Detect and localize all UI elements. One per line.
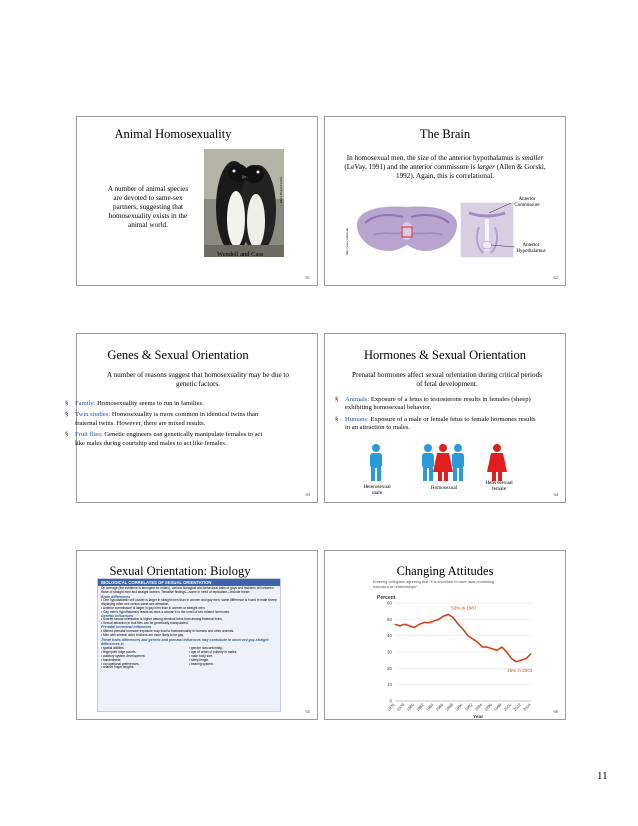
box-title: BIOLOGICAL CORRELATES OF SEXUAL ORIENTATION: [98, 579, 280, 586]
data-point: [487, 647, 488, 648]
slide-intro: Prenatal hormones affect sexual orientation during critical periods of fetal development.: [351, 371, 543, 388]
slide-number: 61: [305, 275, 310, 280]
data-point: [419, 624, 420, 625]
label-anterior-commissure: Anterior Commissure: [514, 197, 540, 208]
x-tick-label: 1982: [415, 702, 425, 713]
bullet-list: [65, 400, 273, 451]
text-em-smaller: smaller: [521, 154, 544, 162]
slide-title: The Brain: [419, 127, 471, 141]
figure-homo-female: [433, 444, 453, 481]
y-tick-label: 20: [386, 665, 392, 671]
bullet-twins: § Twin studies: Homosexuality is more common in identical twins than fraternal twins. However, there are mixed results.: [65, 411, 259, 427]
slide-number: 65: [305, 709, 310, 714]
section-brain: Brain differences • One hypothalamic cell cluster is larger in straight men than in women and gay men; same difference is found in male sheep displaying other-sex versus same-sex attraction. • Anterior commissure is larger in gay men than in women or straight men. • Gay men's hypothalamus reacts as does a woman's to the smell of sex-related hormones.: [101, 594, 277, 614]
text-mid: (LeVay, 1991) and the anterior commissure is: [344, 163, 478, 171]
slide-title: Animal Homosexuality: [114, 127, 232, 141]
slide-orientation-biology: [76, 550, 318, 720]
bullet-list: [335, 396, 541, 436]
text-post: (Allen & Gorski, 1992). Again, this is correlational.: [395, 163, 546, 180]
x-tick-label: 1978: [395, 702, 406, 713]
section-prenatal: Prenatal hormonal influences • Altered prenatal hormone exposure may lead to homosexuality in humans and other animals. • Men with several older brothers are more likely to be gay.: [101, 624, 235, 637]
bullet-family: § Family: Homosexuality seems to run in families.: [65, 400, 204, 407]
x-tick-label: 1988: [444, 702, 454, 713]
y-tick-label: 40: [386, 633, 392, 639]
x-tick-label: 2002: [512, 702, 522, 713]
y-axis-label: Percent: [377, 595, 396, 601]
label-het-male: Heterosexual male: [363, 484, 391, 496]
x-tick-label: 1986: [434, 702, 445, 713]
data-point: [433, 620, 434, 621]
data-point: [467, 635, 468, 636]
data-point: [399, 625, 400, 626]
series-line: [395, 614, 531, 661]
attitudes-line-chart: [325, 551, 565, 719]
slide-hormones-orientation: [324, 333, 566, 503]
x-tick-label: 1984: [424, 702, 435, 713]
data-point: [531, 653, 532, 654]
photo-credit: Marc Brasz/Corbis: [279, 176, 283, 203]
figure-het-female: [487, 444, 507, 481]
data-point: [453, 617, 454, 618]
data-point: [492, 648, 493, 649]
data-point: [472, 638, 473, 639]
slide-text: A number of animal species are devoted to same-sex partners, suggesting that homosexuality exists in the animal world.: [107, 185, 189, 229]
slide-title: Changing Attitudes: [396, 564, 494, 578]
data-point: [497, 650, 498, 651]
label-homosexual: Homosexual: [430, 485, 458, 491]
annotation-low: 25% in 2002: [507, 668, 533, 674]
x-tick-label: 1994: [473, 702, 484, 713]
x-tick-label: 1976: [385, 702, 396, 713]
slide-animal-homosexuality: [76, 116, 318, 286]
slide-number: 64: [553, 492, 558, 497]
data-point: [501, 647, 502, 648]
traits-heading: These traits differences and genetic and prenatal influences may contribute to observed gay-straight differences in: [101, 638, 269, 647]
x-tick-label: 1980: [405, 702, 416, 713]
y-tick-label: 0: [389, 698, 392, 704]
data-point: [443, 616, 444, 617]
penguin-photo: [204, 149, 284, 257]
data-point: [429, 622, 430, 623]
y-tick-label: 10: [386, 682, 392, 688]
data-point: [395, 624, 396, 625]
traits-columns: • spatial abilities. • fingerprint ridge counts. • auditory system development. • handedness. • occupational preferences. • relative finger lengths. • gender nonconformity. • age of onset of puberty in males. • male body size. • sleep length. • hearing system.: [101, 646, 238, 670]
page-number: 11: [597, 770, 608, 782]
figure-homo-male-2: [452, 444, 464, 481]
slide-number: 63: [305, 492, 310, 497]
slide-changing-attitudes: [324, 550, 566, 720]
data-point: [521, 660, 522, 661]
data-point: [409, 625, 410, 626]
label-het-female: Heterosexual female: [485, 480, 513, 492]
slide-number: 62: [553, 275, 558, 280]
biological-correlates-box: [97, 578, 281, 712]
x-tick-label: 1992: [463, 702, 474, 713]
annotation-peak: 53% in 1987: [451, 605, 477, 611]
text-pre: In homosexual men, the size of the anterior hypothalamus is: [346, 154, 522, 162]
chart-caption: Entering collegians agreeing that "it is important to have laws prohibiting homosexual relationships": [373, 580, 495, 589]
data-point: [404, 624, 405, 625]
slide-title: Hormones & Sexual Orientation: [363, 348, 527, 362]
data-point: [458, 624, 459, 625]
x-tick-label: 2004: [521, 702, 532, 713]
data-point: [448, 614, 449, 615]
data-point: [526, 658, 527, 659]
x-tick-label: 1990: [453, 702, 464, 713]
brain-credit: http://www.mind.edu: [345, 227, 349, 255]
slide-number: 66: [553, 709, 558, 714]
data-point: [414, 627, 415, 628]
x-tick-label: 2000: [502, 702, 513, 713]
data-point: [516, 661, 517, 662]
data-point: [506, 652, 507, 653]
data-point: [438, 619, 439, 620]
y-tick-label: 50: [386, 616, 392, 622]
x-axis-label: Year: [473, 715, 484, 720]
penguin-illustration: [204, 149, 284, 257]
y-tick-label: 30: [386, 649, 392, 655]
text-em-larger: larger: [477, 163, 495, 171]
slide-title: Genes & Sexual Orientation: [107, 348, 249, 362]
photo-caption: Wendell and Cass: [217, 251, 264, 258]
section-genetic: Genetic influences • Shared sexual orientation is higher among identical twins than among fraternal twins. • Sexual attraction in fruit flies can be genetically manipulated.: [101, 613, 223, 626]
x-tick-label: 1996: [483, 702, 493, 713]
slide-title: Sexual Orientation: Biology: [109, 564, 251, 578]
bullet-fruit-flies: § Fruit flies: Genetic engineers can genetically manipulate females to act like males during courtship and males to act like females.: [65, 431, 263, 447]
data-point: [511, 658, 512, 659]
box-intro: On average (the evidence is strongest for males), various biological and behavioral traits of gays and lesbians fall between those of straight men and straight women. Tentative findings—some in need of replication—include these:: [101, 586, 274, 594]
figure-homo-male-1: [422, 444, 434, 481]
data-point: [424, 622, 425, 623]
slide-intro: A number of reasons suggest that homosexuality may be due to genetic factors.: [106, 371, 290, 388]
figure-het-male: [370, 444, 382, 481]
label-pointer-lines: [325, 117, 565, 285]
y-tick-label: 60: [386, 600, 392, 606]
slide-genes-orientation: [65, 333, 318, 503]
label-anterior-hypothalamus: Anterior Hypothalamus: [516, 243, 546, 254]
data-point: [477, 642, 478, 643]
data-point: [463, 629, 464, 630]
slide-the-brain: [324, 116, 566, 286]
data-point: [482, 647, 483, 648]
bullet-animals: § Animals: Exposure of a fetus to testosterone results in females (sheep) exhibiting homosexual behavior.: [335, 396, 531, 412]
bullet-humans: § Humans: Exposure of a male or female fetus to female hormones results in an attraction to males.: [335, 415, 536, 432]
x-tick-label: 1998: [492, 702, 503, 713]
